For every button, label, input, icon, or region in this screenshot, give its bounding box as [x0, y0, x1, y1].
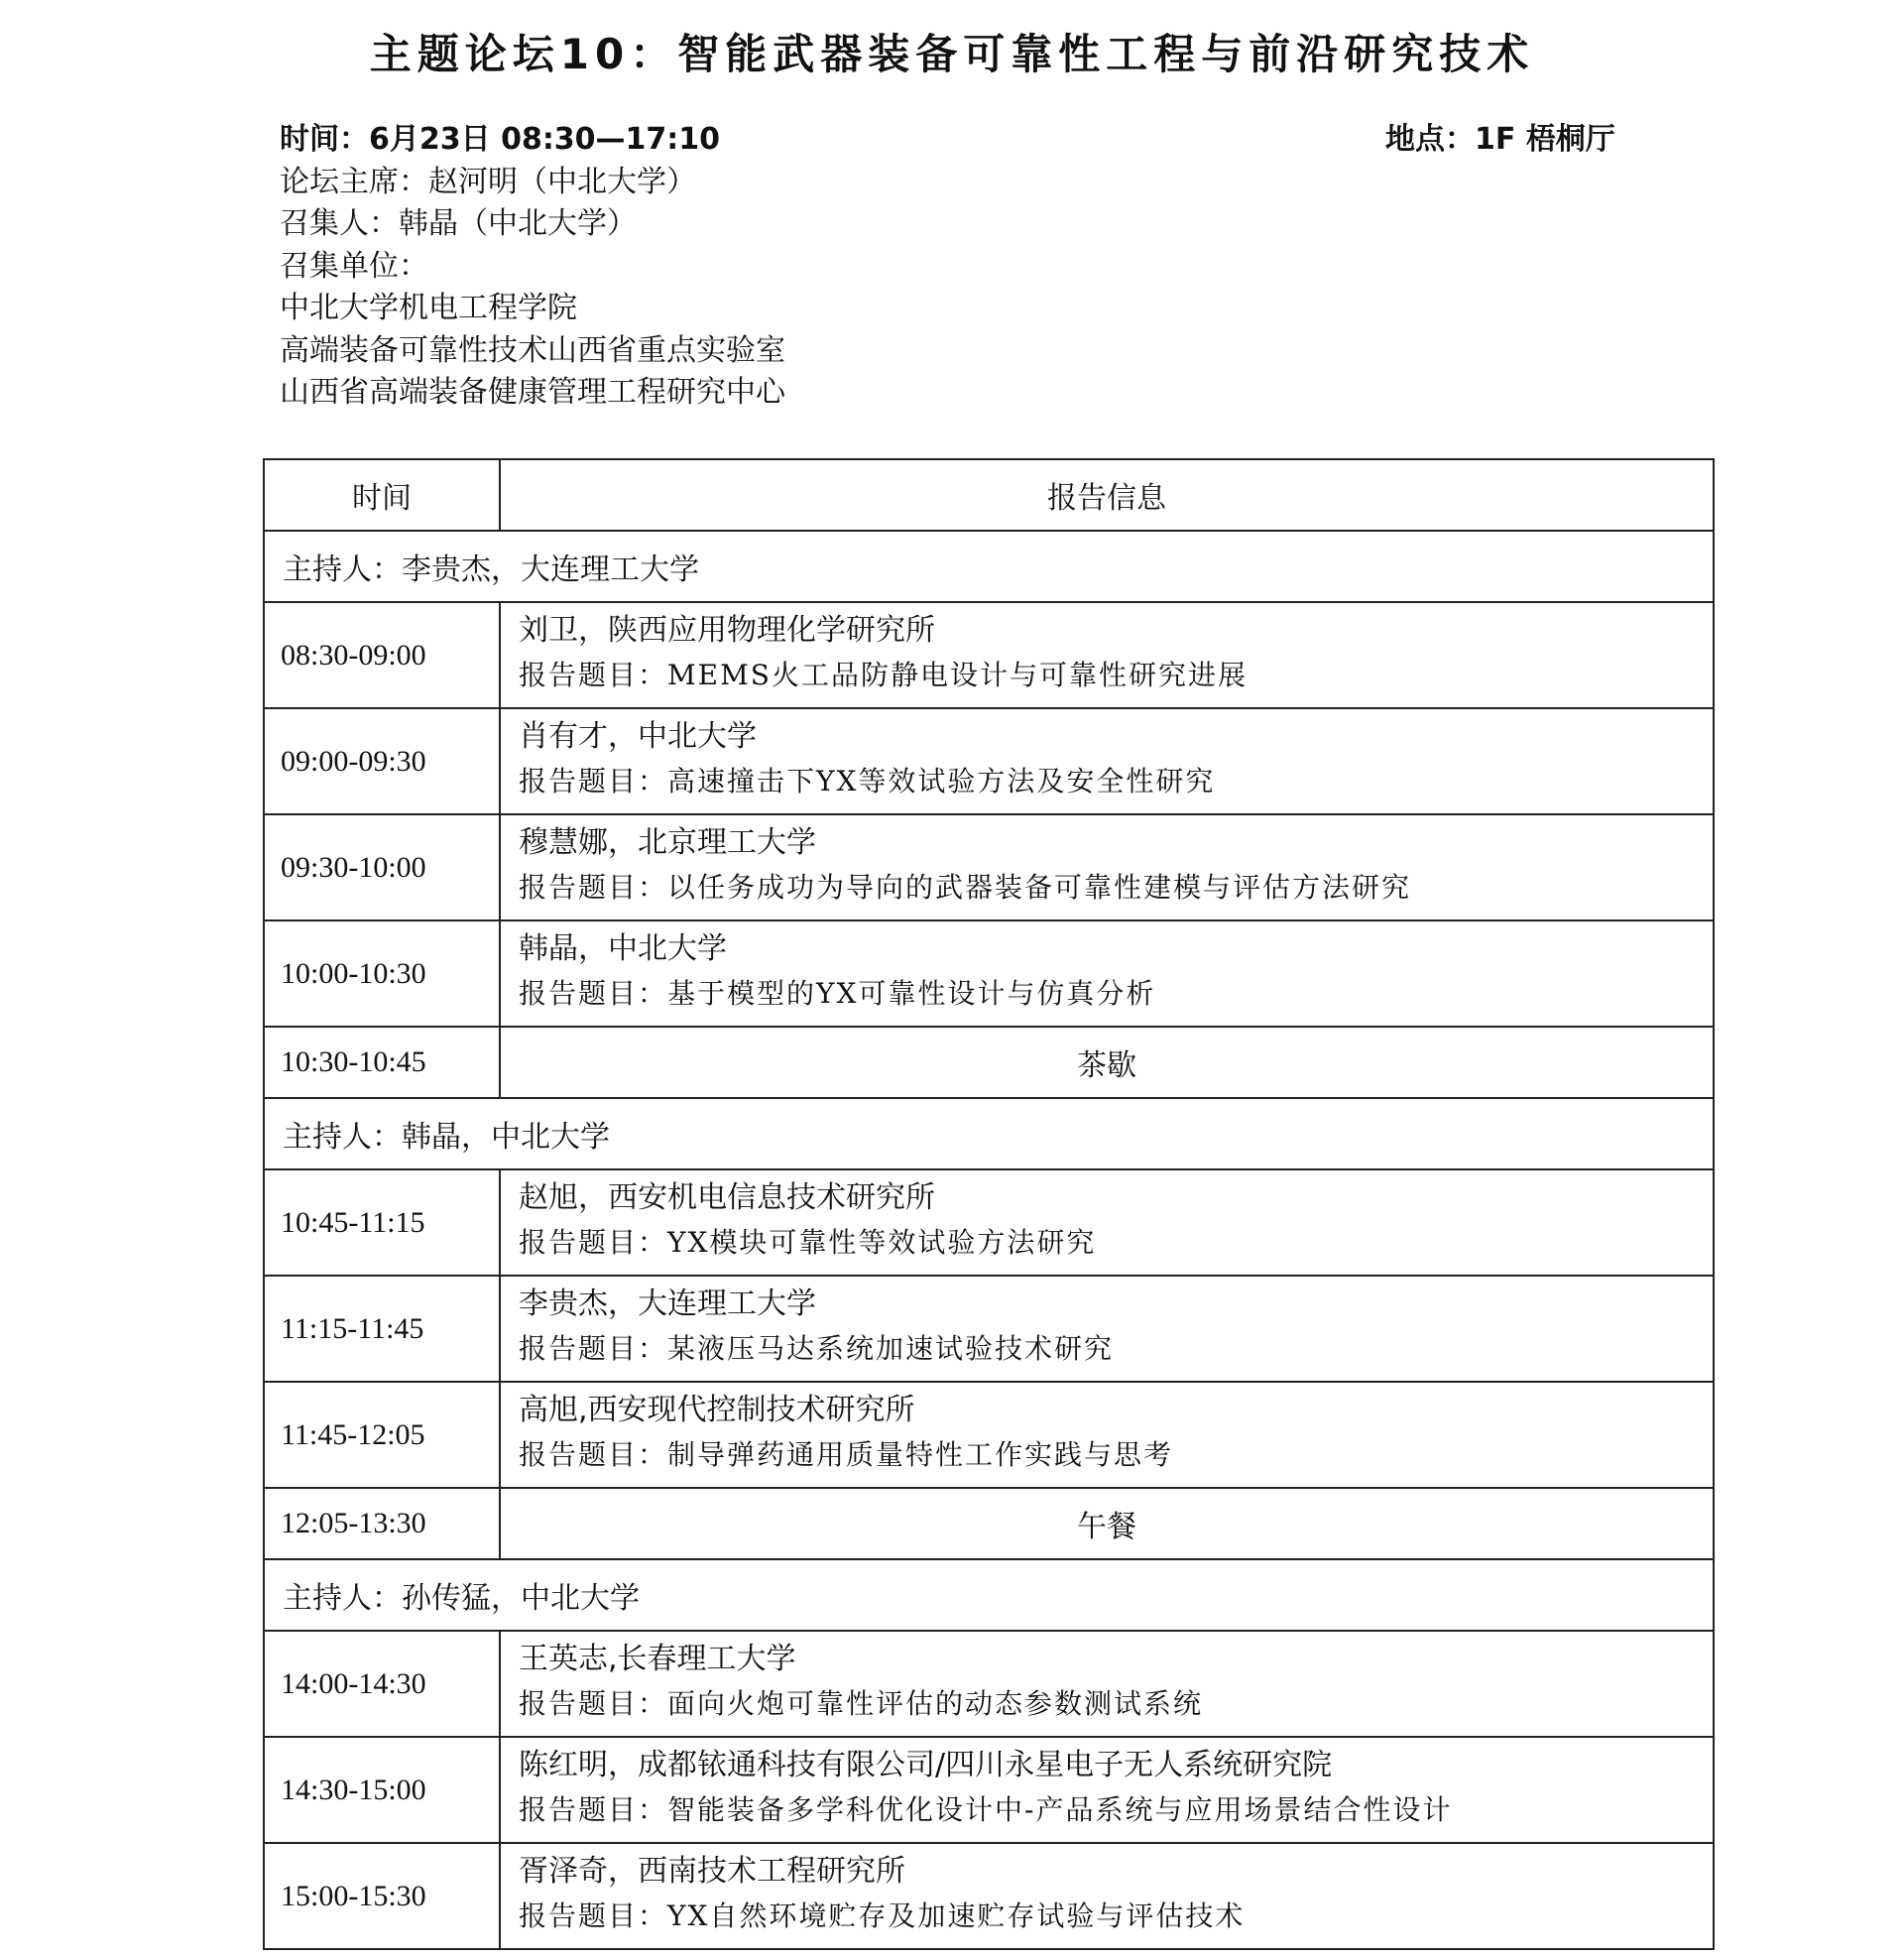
time-cell: 15:00-15:30: [264, 1843, 500, 1949]
break-row: [264, 1488, 1714, 1559]
talk-row: [264, 814, 1714, 920]
time-cell: 08:30-09:00: [264, 602, 500, 708]
talk-topic: 报告题目：面向火炮可靠性评估的动态参数测试系统: [519, 1686, 1204, 1720]
talk-row: [264, 1169, 1714, 1276]
talk-cell: [500, 1382, 1714, 1488]
talk-row: [264, 1631, 1714, 1737]
time-cell: 10:00-10:30: [264, 920, 500, 1027]
speaker-name: 赵旭，西安机电信息技术研究所: [519, 1179, 935, 1215]
schedule-table: [263, 458, 1715, 1950]
talk-topic: 报告题目：制导弹药通用质量特性工作实践与思考: [519, 1437, 1174, 1471]
time-line: 时间：6月23日 08:30—17:10: [280, 122, 721, 157]
host-label: 主持人：李贵杰，大连理工大学: [264, 531, 1714, 602]
speaker-name: 王英志,长春理工大学: [519, 1641, 796, 1676]
speaker-name: 胥泽奇，西南技术工程研究所: [519, 1853, 905, 1889]
talk-cell: [500, 1737, 1714, 1843]
host-label: 主持人：孙传猛，中北大学: [264, 1559, 1714, 1631]
speaker-name: 李贵杰，大连理工大学: [519, 1286, 816, 1321]
location-line: 地点：1F 梧桐厅: [1385, 122, 1615, 157]
talk-topic: 报告题目：MEMS火工品防静电设计与可靠性研究进展: [519, 658, 1248, 691]
talk-cell: [500, 1276, 1714, 1382]
time-cell: 14:00-14:30: [264, 1631, 500, 1737]
units-label: 召集单位：: [280, 248, 428, 284]
talk-row: [264, 602, 1714, 708]
time-cell: 10:30-10:45: [264, 1027, 500, 1098]
talk-topic: 报告题目：基于模型的YX可靠性设计与仿真分析: [519, 976, 1156, 1010]
page-title: 主题论坛10：智能武器装备可靠性工程与前沿研究技术: [369, 30, 1535, 78]
talk-row: [264, 708, 1714, 814]
talk-cell: [500, 814, 1714, 920]
talk-topic: 报告题目：智能装备多学科优化设计中-产品系统与应用场景结合性设计: [519, 1792, 1453, 1826]
table-header-row: [264, 459, 1714, 531]
speaker-name: 陈红明，成都铱通科技有限公司/四川永星电子无人系统研究院: [519, 1747, 1333, 1782]
time-cell: 11:15-11:45: [264, 1276, 500, 1382]
talk-row: [264, 1843, 1714, 1949]
talk-row: [264, 1276, 1714, 1382]
header-time: 时间: [264, 459, 500, 531]
talk-topic: 报告题目：YX模块可靠性等效试验方法研究: [519, 1225, 1097, 1259]
host-label: 主持人：韩晶，中北大学: [264, 1098, 1714, 1169]
talk-cell: [500, 708, 1714, 814]
talk-topic: 报告题目：YX自然环境贮存及加速贮存试验与评估技术: [519, 1899, 1246, 1932]
time-cell: 10:45-11:15: [264, 1169, 500, 1276]
unit-item: 高端装备可靠性技术山西省重点实验室: [280, 332, 785, 368]
talk-cell: [500, 1169, 1714, 1276]
talk-cell: [500, 602, 1714, 708]
time-cell: 14:30-15:00: [264, 1737, 500, 1843]
speaker-name: 韩晶，中北大学: [519, 930, 727, 966]
convener-line: 召集人：韩晶（中北大学）: [280, 206, 637, 241]
break-row: [264, 1027, 1714, 1098]
chair-line: 论坛主席：赵河明（中北大学）: [280, 164, 696, 199]
talk-cell: [500, 920, 1714, 1027]
speaker-name: 高旭,西安现代控制技术研究所: [519, 1392, 915, 1427]
talk-row: [264, 920, 1714, 1027]
forum-meta: [280, 119, 1628, 415]
talk-topic: 报告题目：高速撞击下YX等效试验方法及安全性研究: [519, 764, 1216, 797]
host-row: [264, 1098, 1714, 1169]
break-label: 午餐: [500, 1488, 1714, 1559]
host-row: [264, 1559, 1714, 1631]
talk-topic: 报告题目：以任务成功为导向的武器装备可靠性建模与评估方法研究: [519, 870, 1412, 904]
speaker-name: 刘卫，陕西应用物理化学研究所: [519, 612, 935, 648]
talk-row: [264, 1737, 1714, 1843]
header-info: 报告信息: [500, 459, 1714, 531]
talk-topic: 报告题目：某液压马达系统加速试验技术研究: [519, 1331, 1115, 1365]
speaker-name: 肖有才，中北大学: [519, 718, 757, 754]
speaker-name: 穆慧娜，北京理工大学: [519, 824, 816, 860]
break-label: 茶歇: [500, 1027, 1714, 1098]
time-cell: 12:05-13:30: [264, 1488, 500, 1559]
talk-cell: [500, 1843, 1714, 1949]
unit-item: 中北大学机电工程学院: [280, 291, 577, 325]
time-cell: 09:00-09:30: [264, 708, 500, 814]
unit-item: 山西省高端装备健康管理工程研究中心: [280, 375, 785, 410]
time-cell: 11:45-12:05: [264, 1382, 500, 1488]
host-row: [264, 531, 1714, 602]
talk-cell: [500, 1631, 1714, 1737]
time-cell: 09:30-10:00: [264, 814, 500, 920]
talk-row: [264, 1382, 1714, 1488]
